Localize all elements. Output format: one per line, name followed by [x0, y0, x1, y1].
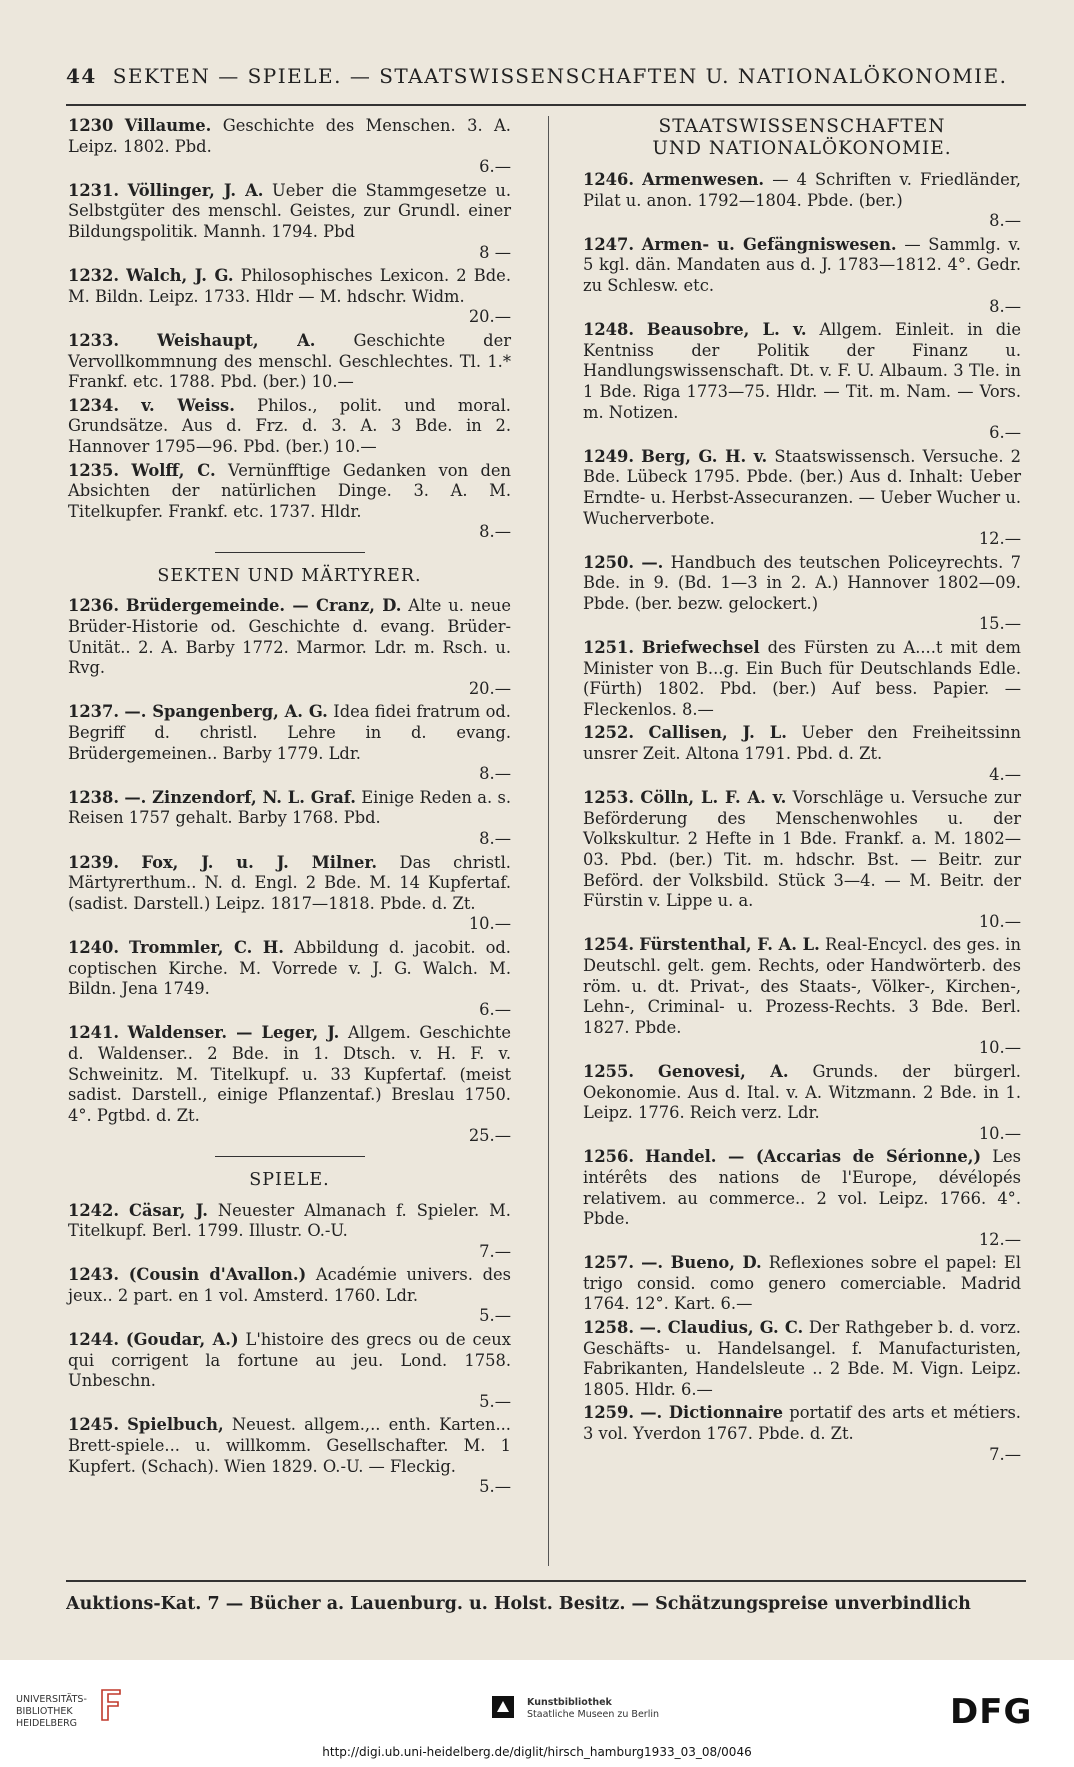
- entry-heading: —.: [641, 552, 664, 572]
- entry-price: 10.—: [978, 1123, 1021, 1143]
- spiele-entries: [68, 1201, 511, 1498]
- entry-text: Les intérêts des nations de l'Europe, dévélopés relativem. au commerce.. 2 vol. Leipz. 1766. 4°. Pbde.: [583, 1147, 1021, 1229]
- entry-price: 15.—: [978, 614, 1021, 634]
- entry-heading: Genovesi, A.: [657, 1061, 789, 1081]
- entry-price: 5.—: [479, 1391, 511, 1411]
- entry-number: 1256.: [583, 1147, 634, 1167]
- entry-price: 8.—: [479, 829, 511, 848]
- catalog-entry: [68, 788, 511, 850]
- catalog-entry: [68, 266, 511, 328]
- catalog-entry: [583, 1318, 1021, 1400]
- entry-price: 4.—: [989, 764, 1021, 784]
- catalog-entry: [68, 1330, 511, 1412]
- catalog-entry: [583, 638, 1021, 720]
- source-url[interactable]: http://digi.ub.uni-heidelberg.de/diglit/hirsch_hamburg1933_03_08/0046: [322, 1745, 752, 1759]
- entry-number: 1253.: [583, 788, 634, 808]
- entry-heading: —. Bueno, D.: [641, 1253, 762, 1273]
- section-title-line1: STAATSWISSENSCHAFTEN: [658, 116, 946, 137]
- catalog-entry: [68, 702, 511, 784]
- entry-text: Neuester Almanach f. Spieler. M. Titelkupf. Berl. 1799. Illustr. O.-U.: [68, 1200, 511, 1241]
- entry-text: Vernünfftige Gedanken von den Absichten der natürlichen Dinge. 3. A. M. Titelkupfer. Frankf. etc. 1737. Hldr.: [68, 460, 511, 521]
- section-divider: [215, 1156, 365, 1157]
- entry-price: 5.—: [479, 1477, 511, 1497]
- page-header: [66, 64, 1026, 106]
- entry-price: 6.—: [479, 157, 511, 177]
- entry-number: 1250.: [583, 552, 634, 572]
- entry-text: — 4 Schriften v. Friedländer, Pilat u. anon. 1792—1804. Pbde. (ber.): [583, 170, 1021, 210]
- entry-number: 1236.: [68, 596, 119, 616]
- right-column: [583, 116, 1021, 1468]
- entry-heading: Cölln, L. F. A. v.: [640, 788, 787, 808]
- page-footer: Auktions-Kat. 7 — Bücher a. Lauenburg. u. Holst. Besitz. — Schätzungspreise unverbindlich: [66, 1580, 1026, 1614]
- catalog-entry: [68, 331, 511, 393]
- section-title-line2: UND NATIONALÖKONOMIE.: [652, 138, 952, 159]
- entry-price: 10.—: [468, 914, 511, 934]
- catalog-entry: [68, 938, 511, 1020]
- entry-text: Neuest. allgem.,.. enth. Karten... Brett-spiele... u. willkomm. Gesellschafter. M. 1 Kupfert. (Schach). Wien 1829. O.-U. — Fleckig.: [68, 1415, 511, 1476]
- entry-text: Real-Encycl. des ges. in Deutschl. gelt. gem. Rechts, oder Handwörterb. des röm. u. dt. Privat-, des Staats-, Völker-, Kirchen-, Lehn-, Criminal- u. Prozess-Rechts. 3 Bde. Berl. 1827. Pbde.: [583, 935, 1021, 1037]
- left-column: [68, 116, 511, 1501]
- kunstbibliothek-label: [527, 1697, 659, 1721]
- entry-heading: (Cousin d'Avallon.): [128, 1265, 307, 1285]
- page-number: 44: [66, 64, 97, 88]
- catalog-entry: [583, 1403, 1021, 1465]
- sekten-entries: [68, 596, 511, 1146]
- entry-price: 12.—: [978, 529, 1021, 549]
- entry-number: 1239.: [68, 852, 119, 872]
- entry-number: 1232.: [68, 266, 119, 286]
- entry-heading: Waldenser. — Leger, J.: [127, 1023, 340, 1043]
- staat-entries: [583, 170, 1021, 1465]
- entry-price: 8.—: [479, 764, 511, 784]
- entry-heading: Armen- u. Gefängniswesen.: [641, 234, 897, 254]
- left-top-entries: [68, 116, 511, 543]
- entry-heading: Handel. — (Accarias de Sérionne,): [645, 1147, 982, 1167]
- catalog-entry: [583, 447, 1021, 550]
- entry-text: Allgem. Geschichte d. Waldenser.. 2 Bde. in 1. Dtsch. v. H. F. v. Schweinitz. M. Titelkupf. u. 33 Kupfertaf. (meist sadist. Darstell., einige Pflanzentaf.) Breslau 1750. 4°. Pgtbd. d. Zt.: [68, 1023, 511, 1125]
- entry-heading: Wolff, C.: [131, 460, 216, 480]
- entry-number: 1244.: [68, 1330, 119, 1350]
- entry-number: 1259.: [583, 1403, 634, 1423]
- column-divider: [548, 116, 549, 1566]
- section-title-staat: [583, 116, 1021, 160]
- entry-heading: Callisen, J. L.: [648, 723, 787, 743]
- entry-heading: Armenwesen.: [642, 170, 765, 189]
- entry-number: 1238.: [68, 787, 119, 807]
- entry-text: Handbuch des teutschen Policeyrechts. 7 Bde. in 9. (Bd. 1—3 in 2. A.) Hannover 1802—09. Pbde. (ber. bezw. gelockert.): [583, 552, 1021, 613]
- catalog-entry: [68, 1023, 511, 1147]
- entry-number: 1231.: [68, 180, 119, 200]
- entry-heading: Brüdergemeinde. — Cranz, D.: [125, 596, 402, 616]
- entry-text: Idea fidei fratrum od. Begriff d. christl. Lehre in d. evang. Brüdergemeinen.. Barby 1779. Ldr.: [68, 702, 511, 763]
- catalog-entry: [583, 788, 1021, 932]
- entry-number: 1257.: [583, 1253, 634, 1273]
- entry-price: 25.—: [468, 1126, 511, 1146]
- entry-number: 1251.: [583, 638, 634, 658]
- entry-text: — Sammlg. v. 5 kgl. dän. Mandaten aus d. J. 1783—1812. 4°. Gedr. zu Schlesw. etc.: [583, 234, 1021, 295]
- catalog-entry: [68, 596, 511, 699]
- uni-line: HEIDELBERG: [16, 1718, 78, 1729]
- catalog-entry: [583, 170, 1021, 232]
- entry-heading: Walch, J. G.: [126, 266, 234, 286]
- dfg-logo: DFG: [950, 1692, 1033, 1732]
- kunstbibliothek-logo-icon: [492, 1696, 514, 1718]
- entry-text: Ueber die Stammgesetze u. Selbstgüter des menschl. Geistes, zur Grundl. einer Bildungspolitik. Mannh. 1794. Pbd: [68, 180, 512, 241]
- entry-heading: Beausobre, L. v.: [646, 320, 807, 340]
- catalog-entry: [68, 116, 511, 178]
- catalog-entry: [583, 553, 1021, 635]
- entry-price: 7.—: [989, 1444, 1021, 1464]
- entry-text: Grunds. der bürgerl. Oekonomie. Aus d. Ital. v. A. Witzmann. 2 Bde. in 1. Leipz. 1776. Reich verz. Ldr.: [583, 1061, 1021, 1123]
- entry-heading: Fox, J. u. J. Milner.: [141, 852, 378, 872]
- entry-text: Der Rathgeber b. d. vorz. Geschäfts- u. Handelsangel. f. Manufacturisten, Fabrikanten, Handelsleute .. 2 Bde. M. Vign. Leipz. 1805. Hldr. 6.—: [583, 1318, 1021, 1399]
- entry-text: Philos., polit. und moral. Grundsätze. Aus d. Frz. d. 3. A. 3 Bde. in 2. Hannover 1795—96. Pbd. (ber.) 10.—: [68, 395, 511, 456]
- entry-text: Allgem. Einleit. in die Kentniss der Politik der Finanz u. Handlungswissenschaft. Dt. v. F. U. Albaum. 3 Tle. in 1 Bde. Riga 1773—75. Hldr. — Tit. m. Nam. — Vors. m. Notizen.: [583, 320, 1021, 422]
- entry-price: 8.—: [989, 296, 1021, 316]
- catalog-entry: [583, 723, 1021, 785]
- entry-text: Ueber den Freiheitssinn unsrer Zeit. Altona 1791. Pbd. d. Zt.: [583, 723, 1021, 764]
- catalog-entry: [68, 396, 511, 458]
- kb-sub: Staatliche Museen zu Berlin: [527, 1709, 660, 1720]
- entry-number: 1234.: [68, 395, 119, 415]
- entry-price: 8.—: [989, 211, 1021, 231]
- entry-text: Abbildung d. jacobit. od. coptischen Kirche. M. Vorrede v. J. G. Walch. M. Bildn. Jena 1749.: [68, 937, 511, 999]
- entry-heading: Völlinger, J. A.: [127, 180, 264, 200]
- catalog-entry: [583, 1147, 1021, 1250]
- running-title: SEKTEN — SPIELE. — STAATSWISSENSCHAFTEN U. NATIONALÖKONOMIE.: [112, 64, 1008, 88]
- entry-heading: Cäsar, J.: [128, 1200, 208, 1220]
- entry-price: 6.—: [479, 999, 511, 1019]
- entry-number: 1245.: [68, 1415, 119, 1435]
- entry-price: 8 —: [479, 242, 511, 262]
- catalog-entry: [583, 1253, 1021, 1315]
- entry-heading: v. Weiss.: [141, 395, 235, 415]
- entry-price: 20.—: [468, 678, 511, 698]
- entry-text: portatif des arts et métiers. 3 vol. Yverdon 1767. Pbde. d. Zt.: [583, 1403, 1021, 1444]
- catalog-entry: [583, 320, 1021, 444]
- entry-number: 1249.: [583, 446, 634, 466]
- entry-price: 10.—: [978, 911, 1021, 931]
- entry-text: Académie univers. des jeux.. 2 part. en 1 vol. Amsterd. 1760. Ldr.: [68, 1265, 511, 1305]
- entry-price: 7.—: [479, 1241, 511, 1261]
- section-divider: [215, 552, 365, 553]
- entry-heading: Briefwechsel: [641, 638, 760, 658]
- entry-number: 1237.: [68, 702, 119, 722]
- entry-text: Alte u. neue Brüder-Historie od. Geschichte d. evang. Brüder-Unität.. 2. A. Barby 1772. Marmor. Ldr. m. Rsch. u. Rvg.: [68, 596, 511, 678]
- entry-number: 1247.: [583, 234, 634, 254]
- entry-price: 6.—: [989, 423, 1021, 443]
- uni-line: UNIVERSITÄTS-: [16, 1694, 87, 1705]
- uni-line: BIBLIOTHEK: [16, 1706, 73, 1717]
- entry-number: 1230: [68, 116, 114, 135]
- catalog-entry: [68, 461, 511, 543]
- catalog-entry: [68, 181, 511, 263]
- entry-heading: Weishaupt, A.: [157, 330, 316, 350]
- entry-heading: (Goudar, A.): [125, 1330, 239, 1350]
- entry-number: 1242.: [68, 1200, 119, 1220]
- entry-text: Geschichte der Vervollkommnung des menschl. Geschlechtes. Tl. 1.* Frankf. etc. 1788. Pbd. (ber.) 10.—: [68, 330, 511, 392]
- catalog-entry: [68, 1265, 511, 1327]
- entry-heading: —. Dictionnaire: [640, 1403, 784, 1423]
- catalog-entry: [583, 1062, 1021, 1144]
- entry-number: 1248.: [583, 320, 634, 340]
- entry-number: 1235.: [68, 460, 119, 480]
- entry-text: Staatswissensch. Versuche. 2 Bde. Lübeck 1795. Pbde. (ber.) Aus d. Inhalt: Ueber Erndte- u. Herbst-Assecuranzen. — Ueber Wucher u. Wucherverbote.: [583, 446, 1021, 528]
- entry-number: 1241.: [68, 1023, 119, 1043]
- catalog-entry: [583, 235, 1021, 317]
- entry-number: 1240.: [68, 937, 119, 957]
- entry-text: Einige Reden a. s. Reisen 1757 gehalt. Barby 1768. Pbd.: [68, 787, 512, 828]
- section-title-spiele: SPIELE.: [249, 1169, 330, 1190]
- entry-text: Geschichte des Menschen. 3. A. Leipz. 1802. Pbd.: [68, 116, 511, 156]
- entry-text: Vorschläge u. Versuche zur Beförderung des Menschenwohles u. der Volkskultur. 2 Hefte in 1 Bde. Frankf. a. M. 1802—03. Pbd. (ber.) Tit. m. hdschr. Bst. — Beitr. zur Beförd. der Volksbild. Stück 3—4. — M. Beitr. der Fürstin v. Lippe u. a.: [583, 788, 1021, 911]
- entry-text: Philosophisches Lexicon. 2 Bde. M. Bildn. Leipz. 1733. Hldr — M. hdschr. Widm.: [68, 266, 511, 306]
- entry-price: 10.—: [978, 1038, 1021, 1058]
- catalog-entry: [583, 935, 1021, 1059]
- entry-number: 1252.: [583, 723, 634, 743]
- catalog-entry: [68, 1201, 511, 1263]
- entry-heading: Villaume.: [124, 116, 212, 135]
- section-title-sekten: SEKTEN UND MÄRTYRER.: [157, 565, 422, 586]
- entry-number: 1243.: [68, 1265, 119, 1285]
- entry-price: 8.—: [479, 522, 511, 542]
- catalog-entry: [68, 1415, 511, 1497]
- entry-text: Das christl. Märtyrerthum.. N. d. Engl. 2 Bde. M. 14 Kupfertaf. (sadist. Darstell.) Leipz. 1817—1818. Pbde. d. Zt.: [68, 852, 511, 913]
- entry-number: 1246.: [583, 170, 634, 189]
- entry-price: 20.—: [468, 307, 511, 327]
- university-library-label: [16, 1694, 87, 1730]
- catalog-entry: [68, 853, 511, 935]
- entry-price: 12.—: [978, 1229, 1021, 1249]
- entry-text: Reflexiones sobre el papel: El trigo consid. como genero comerciable. Madrid 1764. 12°. Kart. 6.—: [583, 1253, 1021, 1314]
- university-logo-icon: [98, 1688, 124, 1722]
- entry-number: 1258.: [583, 1318, 634, 1338]
- entry-heading: —. Zinzendorf, N. L. Graf.: [124, 787, 356, 807]
- entry-heading: Fürstenthal, F. A. L.: [639, 935, 820, 955]
- entry-text: L'histoire des grecs ou de ceux qui corrigent la fortune au jeu. Lond. 1758. Unbeschn.: [68, 1330, 511, 1391]
- kb-name: Kunstbibliothek: [527, 1697, 612, 1708]
- entry-heading: —. Spangenberg, A. G.: [124, 702, 328, 722]
- entry-heading: Spielbuch,: [127, 1415, 224, 1435]
- entry-heading: Trommler, C. H.: [129, 937, 284, 957]
- entry-number: 1233.: [68, 330, 119, 350]
- entry-text: des Fürsten zu A....t mit dem Minister von B...g. Ein Buch für Deutschlands Edle. (Fürth) 1802. Pbd. (ber.) Auf bess. Papier. — Fleckenlos. 8.—: [583, 638, 1021, 719]
- entry-price: 5.—: [479, 1306, 511, 1326]
- entry-heading: Berg, G. H. v.: [641, 446, 768, 466]
- entry-number: 1255.: [583, 1061, 634, 1081]
- entry-number: 1254.: [583, 935, 634, 955]
- entry-heading: —. Claudius, G. C.: [639, 1318, 804, 1338]
